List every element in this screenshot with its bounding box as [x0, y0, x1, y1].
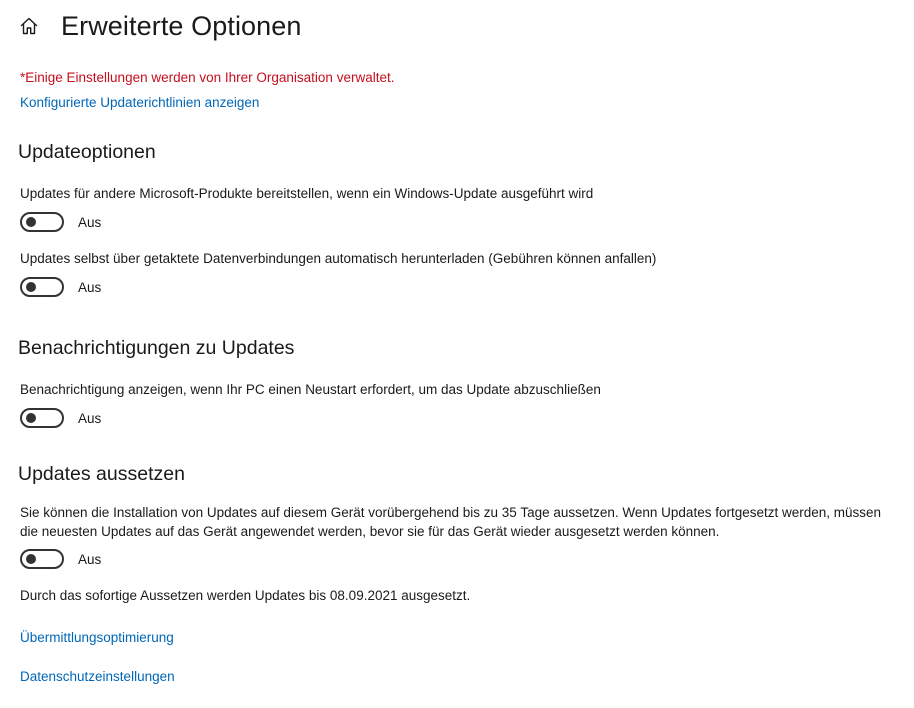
toggle-pause-updates[interactable] — [20, 549, 64, 569]
toggle-knob — [26, 554, 36, 564]
pause-until-info: Durch das sofortige Aussetzen werden Updates bis 08.09.2021 ausgesetzt. — [20, 588, 471, 603]
view-policies-link[interactable]: Konfigurierte Updaterichtlinien anzeigen — [20, 95, 260, 110]
toggle-state-label: Aus — [78, 214, 102, 230]
toggle-row-pause-updates — [20, 549, 101, 569]
setting-description-metered-download: Updates selbst über getaktete Datenverbindungen automatisch herunterladen (Gebühren können anfallen) — [20, 251, 657, 266]
toggle-row-metered-download — [20, 277, 101, 297]
managed-settings-notice: *Einige Einstellungen werden von Ihrer Organisation verwaltet. — [20, 70, 395, 85]
toggle-state-label: Aus — [78, 279, 102, 295]
privacy-settings-link[interactable]: Datenschutzeinstellungen — [20, 669, 175, 684]
toggle-knob — [26, 282, 36, 292]
toggle-state-label: Aus — [78, 410, 102, 426]
toggle-restart-notification[interactable] — [20, 408, 64, 428]
page-header — [18, 8, 302, 44]
toggle-knob — [26, 217, 36, 227]
toggle-row-other-products — [20, 212, 101, 232]
toggle-metered-download[interactable] — [20, 277, 64, 297]
page-title: Erweiterte Optionen — [61, 10, 302, 41]
pause-description-line2: die neuesten Updates auf das Gerät angewendet werden, bevor sie für das Gerät wieder ausgesetzt werden können. — [20, 524, 720, 539]
section-title-notifications: Benachrichtigungen zu Updates — [18, 337, 295, 359]
toggle-state-label: Aus — [78, 551, 102, 567]
section-title-update-options: Updateoptionen — [18, 141, 156, 163]
toggle-other-products[interactable] — [20, 212, 64, 232]
delivery-optimization-link[interactable]: Übermittlungsoptimierung — [20, 630, 174, 645]
setting-description-restart-notification: Benachrichtigung anzeigen, wenn Ihr PC einen Neustart erfordert, um das Update abzuschließen — [20, 382, 601, 397]
home-icon[interactable] — [18, 15, 40, 37]
section-title-pause-updates: Updates aussetzen — [18, 463, 185, 485]
setting-description-other-products: Updates für andere Microsoft-Produkte bereitstellen, wenn ein Windows-Update ausgeführt wird — [20, 186, 594, 201]
toggle-row-restart-notification — [20, 408, 101, 428]
pause-description-line1: Sie können die Installation von Updates auf diesem Gerät vorübergehend bis zu 35 Tage aussetzen. Wenn Updates fortgesetzt werden, müssen — [20, 505, 882, 520]
toggle-knob — [26, 413, 36, 423]
